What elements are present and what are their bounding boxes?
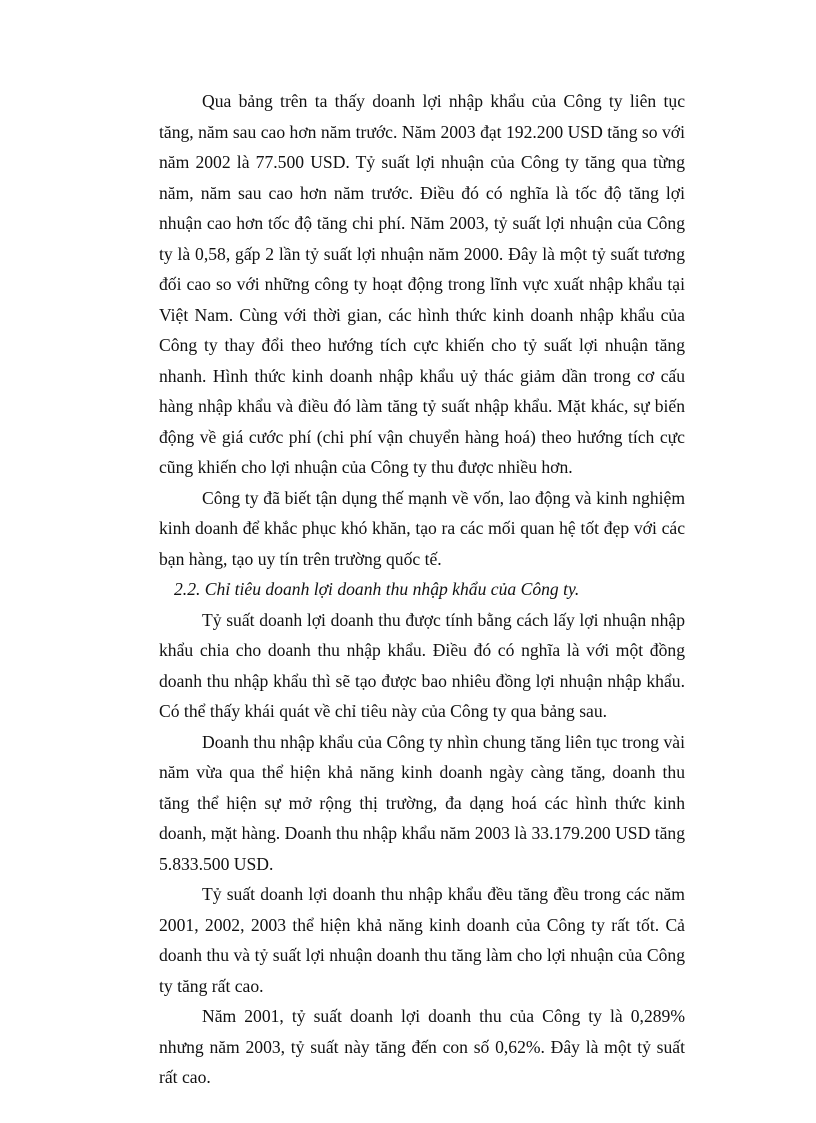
section-heading: 2.2. Chỉ tiêu doanh lợi doanh thu nhập khẩu của Công ty. — [174, 579, 580, 599]
paragraph-import-profit-analysis: Qua bảng trên ta thấy doanh lợi nhập khẩu của Công ty liên tục tăng, năm sau cao hơn năm trước. Năm 2003 đạt 192.200 USD tăng so với năm 2002 là 77.500 USD. Tỷ suất lợi nhuận của Công ty tăng qua từng năm, năm sau cao hơn năm trước. Điều đó có nghĩa là tốc độ tăng lợi nhuận cao hơn tốc độ tăng chi phí. Năm 2003, tỷ suất lợi nhuận của Công ty là 0,58, gấp 2 lần tỷ suất lợi nhuận năm 2000. Đây là một tỷ suất tương đối cao so với những công ty hoạt động trong lĩnh vực xuất nhập khẩu tại Việt Nam. Cùng với thời gian, các hình thức kinh doanh nhập khẩu của Công ty thay đổi theo hướng tích cực khiến cho tỷ suất lợi nhuận tăng nhanh. Hình thức kinh doanh nhập khẩu uỷ thác giảm dần trong cơ cấu hàng nhập khẩu và điều đó làm tăng tỷ suất nhập khẩu. Mặt khác, sự biến động về giá cước phí (chi phí vận chuyển hàng hoá) theo hướng tích cực cũng khiến cho lợi nhuận của Công ty thu được nhiều hơn. — [159, 91, 685, 477]
paragraph-import-revenue: Doanh thu nhập khẩu của Công ty nhìn chung tăng liên tục trong vài năm vừa qua thể hiện khả năng kinh doanh ngày càng tăng, doanh thu tăng thể hiện sự mở rộng thị trường, đa dạng hoá các hình thức kinh doanh, mặt hàng. Doanh thu nhập khẩu năm 2003 là 33.179.200 USD tăng 5.833.500 USD. — [159, 731, 685, 874]
paragraph-company-strengths: Công ty đã biết tận dụng thế mạnh về vốn, lao động và kinh nghiệm kinh doanh để khắc phục khó khăn, tạo ra các mối quan hệ tốt đẹp với các bạn hàng, tạo uy tín trên trường quốc tế. — [159, 487, 685, 569]
paragraph-ratio-2001-2003: Năm 2001, tỷ suất doanh lợi doanh thu của Công ty là 0,289% nhưng năm 2003, tỷ suất này tăng đến con số 0,62%. Đây là một tỷ suất rất cao. — [159, 1006, 685, 1087]
paragraph-revenue-ratio-definition: Tỷ suất doanh lợi doanh thu được tính bằng cách lấy lợi nhuận nhập khẩu chia cho doanh thu nhập khẩu. Điều đó có nghĩa là với một đồng doanh thu nhập khẩu thì sẽ tạo được bao nhiêu đồng lợi nhuận nhập khẩu. Có thể thấy khái quát về chỉ tiêu này của Công ty qua bảng sau. — [159, 609, 685, 721]
document-page — [159, 86, 685, 1093]
paragraph-ratio-growth: Tỷ suất doanh lợi doanh thu nhập khẩu đều tăng đều trong các năm 2001, 2002, 2003 thể hiện khả năng kinh doanh của Công ty rất tốt. Cả doanh thu và tỷ suất lợi nhuận doanh thu tăng làm cho lợi nhuận của Công ty tăng rất cao. — [159, 884, 685, 996]
